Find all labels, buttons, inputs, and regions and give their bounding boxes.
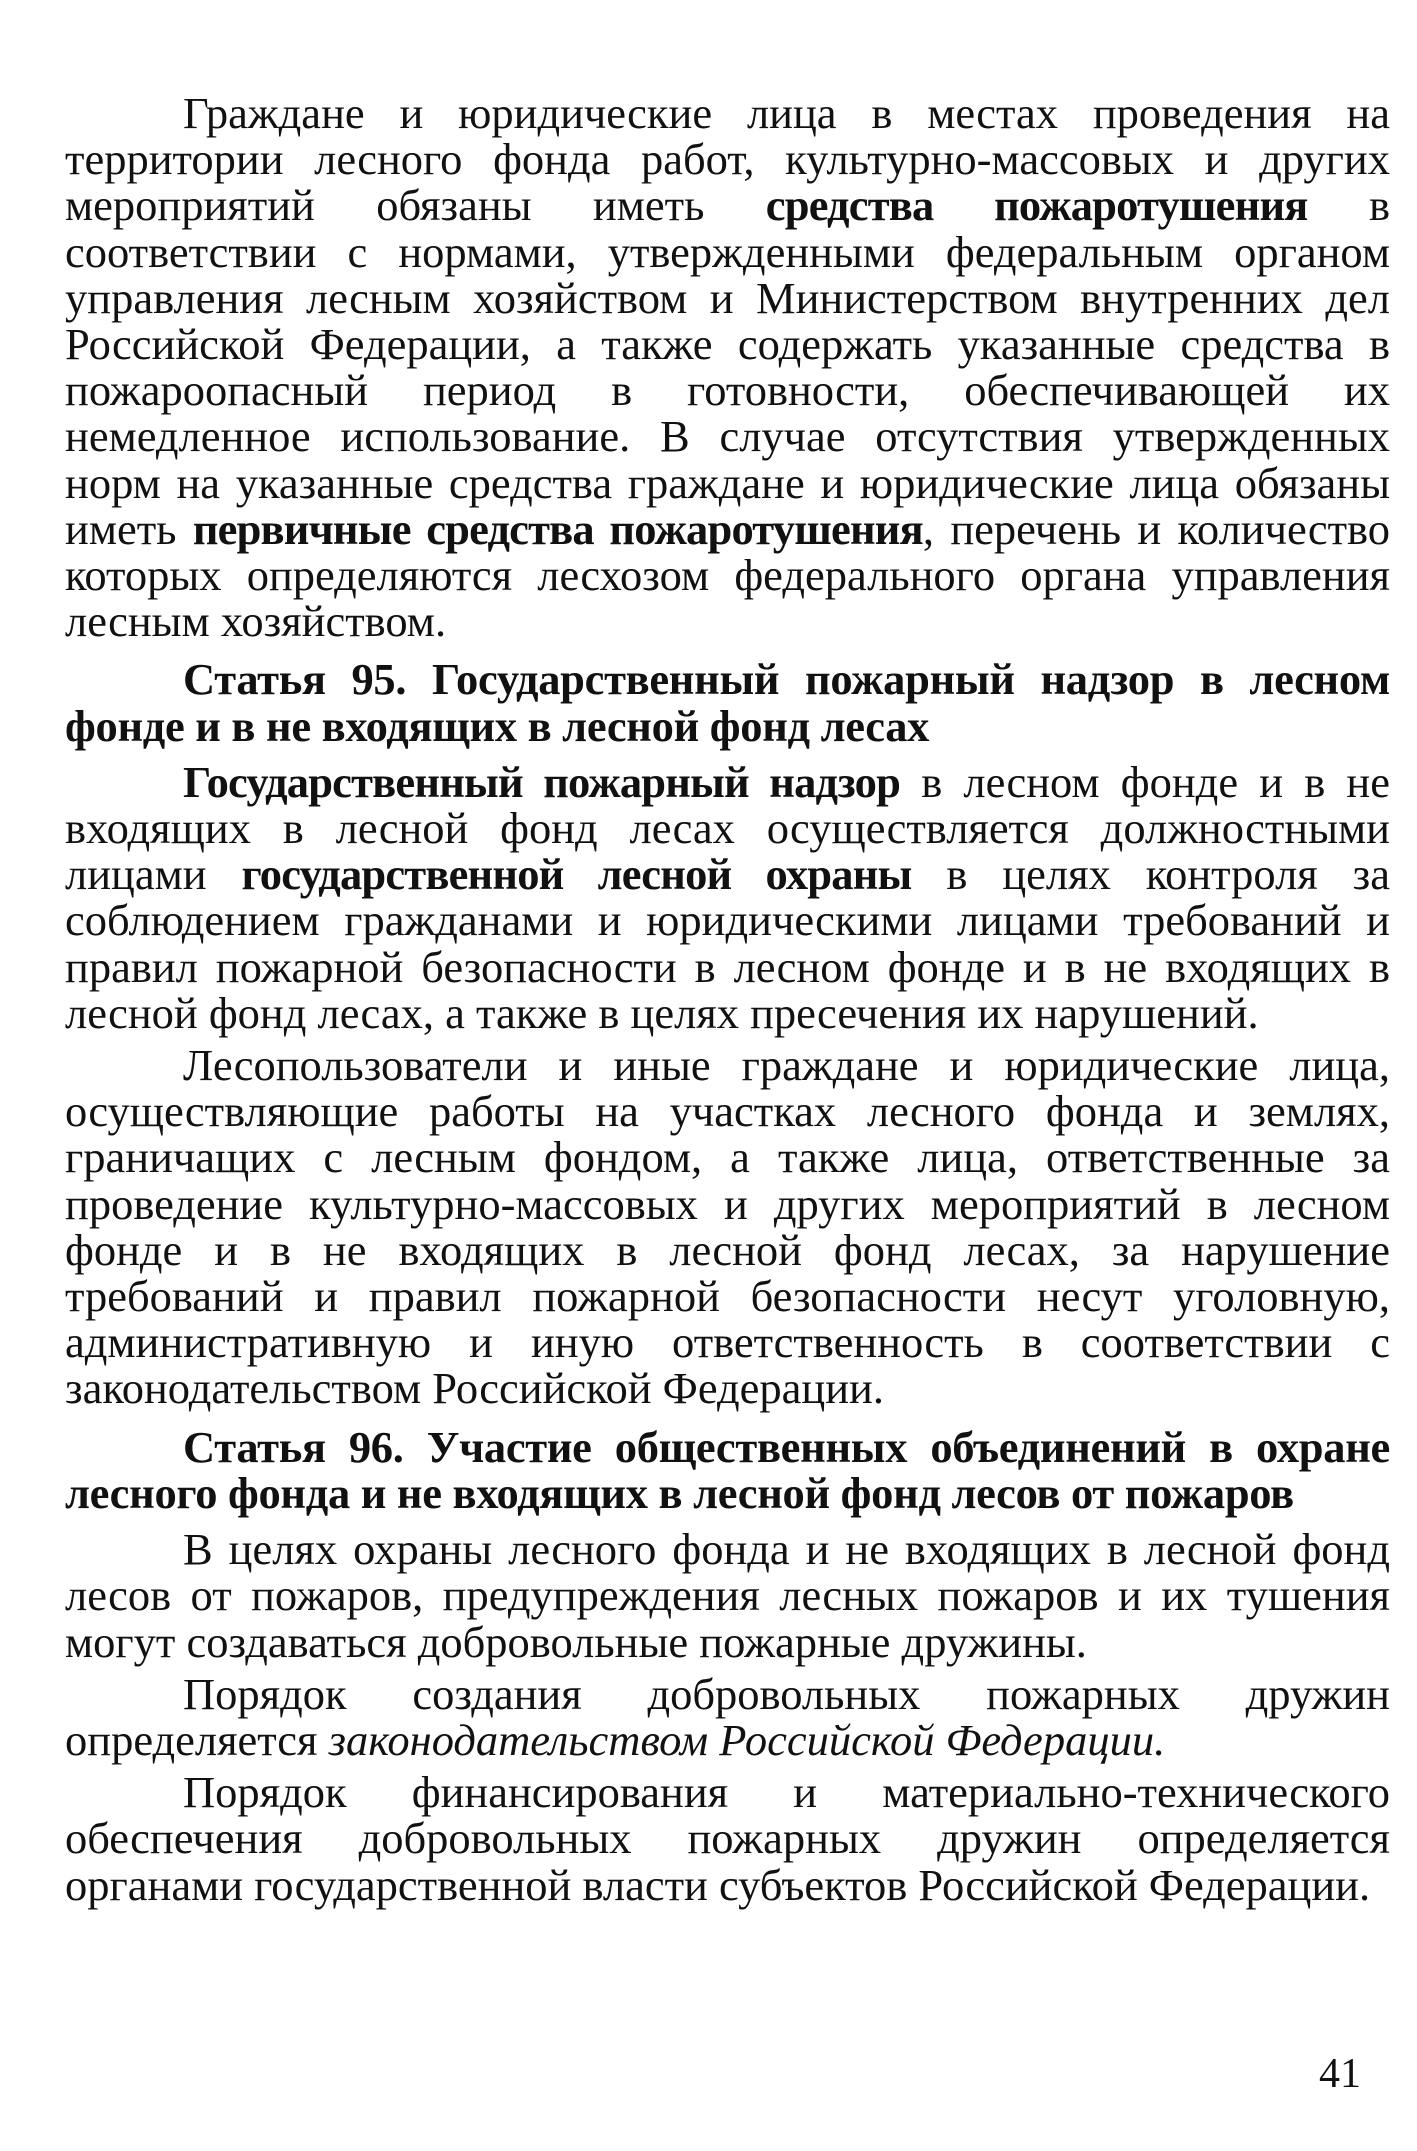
bold-term: средства пожаротушения bbox=[765, 180, 1308, 231]
article-96-paragraph-1: В целях охраны лесного фонда и не входящих в лесной фонд лесов от пожаров, предупреждения лесных пожаров и их тушения могут создаваться добровольные пожарные дружины. bbox=[65, 1524, 1390, 1667]
article-96-paragraph-3: Порядок финансирования и материально-технического обеспечения добровольных пожарных дружин определяется органами государственной власти субъектов Российской Федерации. bbox=[65, 1767, 1390, 1910]
bold-term: государственной лесной охраны bbox=[241, 849, 912, 900]
article-96-heading: Статья 96. Участие общественных объединений в охране лесного фонда и не входящих в лесной фонд лесов от пожаров bbox=[65, 1421, 1390, 1518]
bold-term: первичные средства пожаротушения bbox=[192, 503, 923, 554]
document-page bbox=[65, 90, 1390, 1908]
article-95-paragraph-2: Лесопользователи и иные граждане и юридические лица, осуществляющие работы на участках лесного фонда и землях, граничащих с лесным фондом, а также лица, ответственные за проведение культурно-массовых и других мероприятий в лесном фонде и в не входящих в лесной фонд лесах, за нарушение требований и правил пожарной безопасности несут уголовную, административную и иную ответственность в соответствии с законодательством Российской Федерации. bbox=[65, 1040, 1390, 1414]
paragraph-text: в соответствии с нормами, утвержденными федеральным органом управления лесным хозяйством и Министерством внутренних дел Российской Федерации, а также содержать указанные средства в пожароопасный период в готовности, обеспечивающей их немедленное использование. В случае отсутствия утвержденных норм на указанные средства граждане и юридические лица обязаны иметь bbox=[65, 180, 1390, 554]
article-95-heading: Статья 95. Государственный пожарный надзор в лесном фонде и в не входящих в лесной фонд лесах bbox=[65, 654, 1390, 751]
paragraph-text: , перечень и количество которых определяются лесхозом федерального органа управления лесным хозяйством. bbox=[65, 503, 1390, 647]
paragraph-text: в целях контроля за соблюдением гражданами и юридическими лицами требований и правил пожарной безопасности в лесном фонде и в не входящих в лесной фонд лесах, а также в целях пресечения их нарушений. bbox=[65, 849, 1390, 1038]
paragraph-text: Граждане и юридические лица в местах проведения на территории лесного фонда работ, культурно-массовых и других мероприятий обязаны иметь bbox=[65, 88, 1390, 231]
page-number: 41 bbox=[1319, 2051, 1361, 2097]
article-95-paragraph-1 bbox=[65, 756, 1390, 1038]
article-96-paragraph-2 bbox=[65, 1668, 1390, 1765]
italic-text: законодательством Российской Федерации. bbox=[328, 1714, 1166, 1765]
bold-term: Государственный пожарный надзор bbox=[183, 756, 901, 807]
paragraph-text: в лесном фонде и в не входящих в лесной фонд лесах осуществляется должностными лицами bbox=[65, 756, 1390, 900]
paragraph-text: Порядок создания добровольных пожарных дружин определяется bbox=[65, 1668, 1390, 1765]
paragraph-fire-equipment bbox=[65, 88, 1390, 647]
